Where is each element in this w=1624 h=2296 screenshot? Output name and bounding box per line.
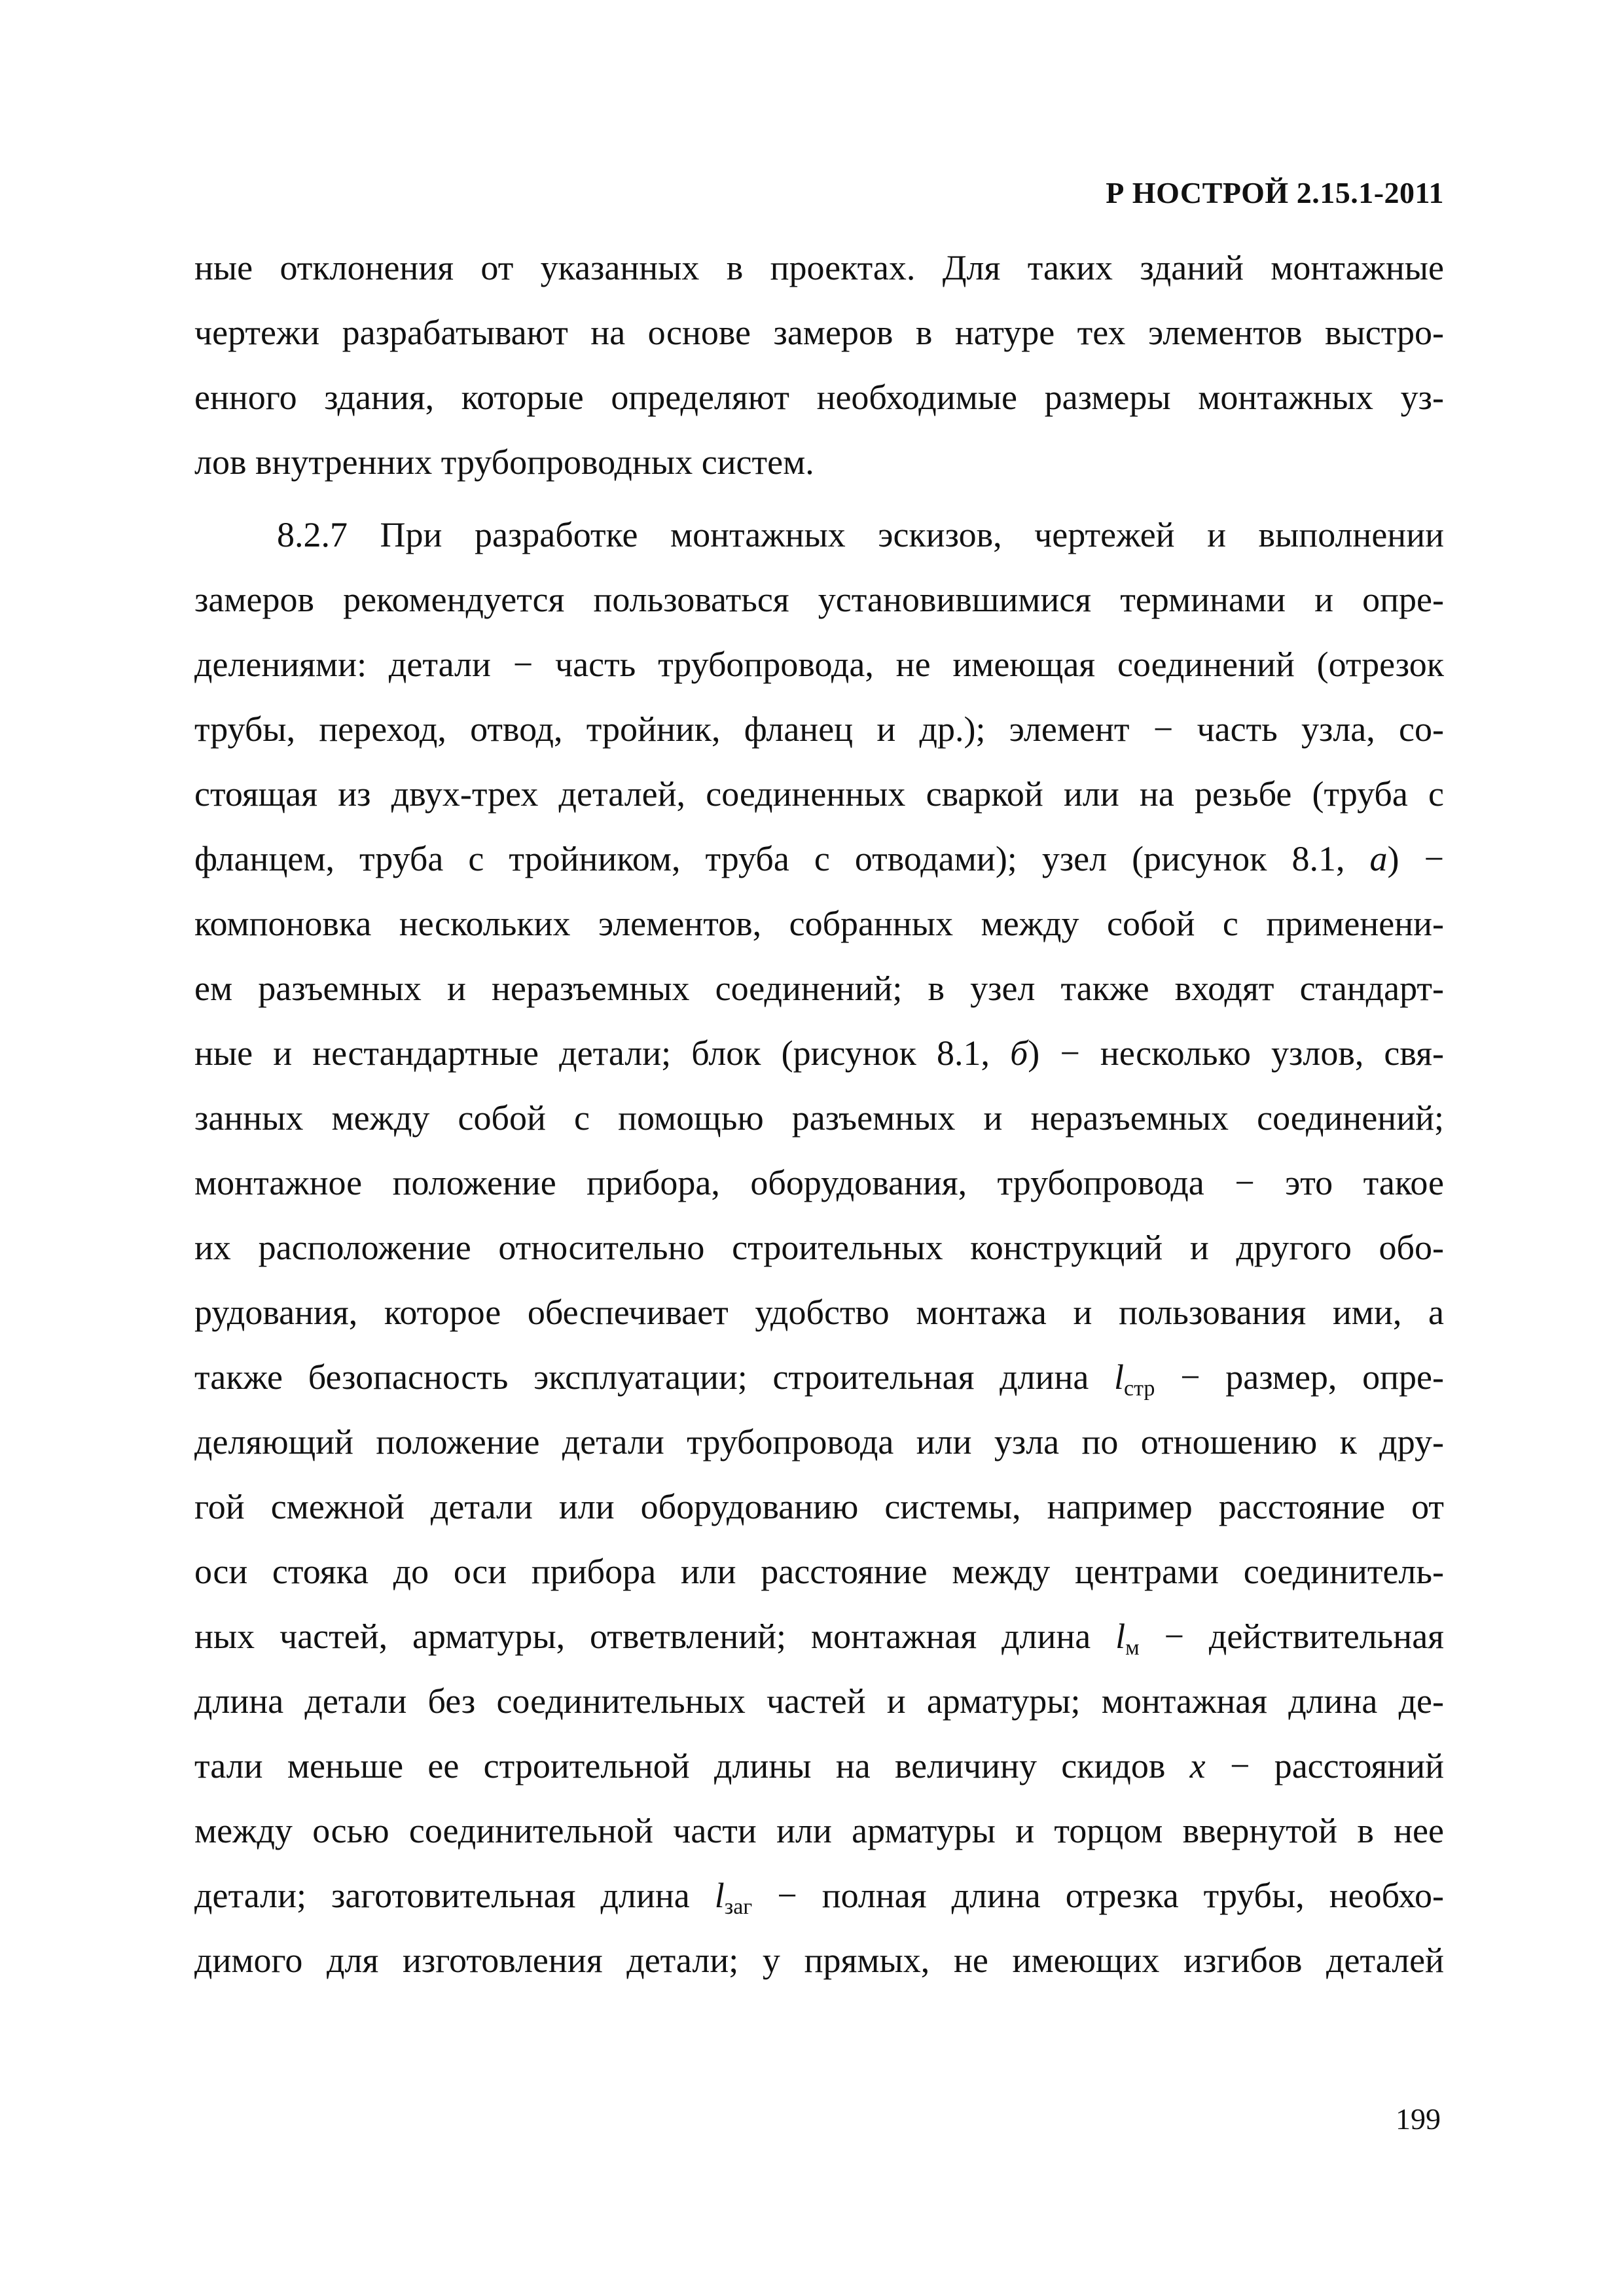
text-segment: также безопасность эксплуатации; строительная длина bbox=[194, 1357, 1115, 1397]
text-segment: − расстояний bbox=[1205, 1746, 1444, 1785]
text-line: оси стояка до оси прибора или расстояние между центрами соединитель- bbox=[194, 1552, 1444, 1591]
subscript-str: стр bbox=[1124, 1376, 1155, 1401]
text-line: компоновка нескольких элементов, собранных между собой с применени- bbox=[194, 904, 1444, 943]
text-line: стоящая из двух-трех деталей, соединенных сваркой или на резьбе (труба с bbox=[194, 774, 1444, 814]
body-text bbox=[194, 236, 1444, 1993]
text-line: рудования, которое обеспечивает удобство монтажа и пользования ими, а bbox=[194, 1293, 1444, 1332]
text-line: делениями: детали − часть трубопровода, не имеющая соединений (отрезок bbox=[194, 645, 1444, 684]
italic-symbol-l: l bbox=[714, 1876, 725, 1915]
text-line bbox=[194, 1345, 1444, 1410]
text-line: димого для изготовления детали; у прямых, не имеющих изгибов деталей bbox=[194, 1941, 1444, 1980]
text-line: деляющий положение детали трубопровода или узла по отношению к дру- bbox=[194, 1422, 1444, 1462]
subscript-m: м bbox=[1125, 1636, 1140, 1660]
text-line bbox=[194, 1604, 1444, 1669]
text-line: чертежи разрабатывают на основе замеров в натуре тех элементов выстро- bbox=[194, 313, 1444, 352]
text-segment: − действительная bbox=[1139, 1617, 1444, 1656]
text-segment: ) − bbox=[1387, 839, 1444, 878]
text-segment: фланцем, труба с тройником, труба с отводами); узел (рисунок 8.1, bbox=[194, 839, 1370, 878]
text-line bbox=[194, 1863, 1444, 1928]
text-segment: − полная длина отрезка трубы, необхо- bbox=[752, 1876, 1444, 1915]
italic-figure-ref-a: а bbox=[1369, 839, 1388, 878]
text-line: енного здания, которые определяют необходимые размеры монтажных уз- bbox=[194, 378, 1444, 417]
text-line: ем разъемных и неразъемных соединений; в узел также входят стандарт- bbox=[194, 969, 1444, 1008]
text-segment: детали; заготовительная длина bbox=[194, 1876, 715, 1915]
paragraph-1 bbox=[194, 236, 1444, 495]
italic-figure-ref-b: б bbox=[1010, 1033, 1028, 1073]
italic-symbol-l: l bbox=[1114, 1357, 1125, 1397]
text-segment: − размер, опре- bbox=[1155, 1357, 1444, 1397]
text-segment: ) − несколько узлов, свя- bbox=[1028, 1033, 1444, 1073]
subscript-zag: заг bbox=[724, 1895, 753, 1919]
italic-symbol-x: x bbox=[1189, 1746, 1206, 1785]
text-line bbox=[194, 1734, 1444, 1799]
text-line: трубы, переход, отвод, тройник, фланец и др.); элемент − часть узла, со- bbox=[194, 709, 1444, 749]
text-segment: ных частей, арматуры, ответвлений; монтажная длина bbox=[194, 1617, 1116, 1656]
text-line: монтажное положение прибора, оборудования, трубопровода − это такое bbox=[194, 1163, 1444, 1202]
text-line bbox=[194, 1021, 1444, 1086]
italic-symbol-l: l bbox=[1115, 1617, 1126, 1656]
paragraph-8-2-7 bbox=[194, 503, 1444, 1993]
text-line: их расположение относительно строительных конструкций и другого обо- bbox=[194, 1228, 1444, 1267]
text-line: замеров рекомендуется пользоваться установившимися терминами и опре- bbox=[194, 580, 1444, 619]
text-segment: ные и нестандартные детали; блок (рисунок 8.1, bbox=[194, 1033, 1011, 1073]
text-line: между осью соединительной части или арматуры и торцом ввернутой в нее bbox=[194, 1811, 1444, 1850]
text-segment: тали меньше ее строительной длины на величину скидов bbox=[194, 1746, 1190, 1785]
text-line: 8.2.7 При разработке монтажных эскизов, чертежей и выполнении bbox=[277, 515, 1444, 554]
text-line: длина детали без соединительных частей и арматуры; монтажная длина де- bbox=[194, 1681, 1444, 1721]
document-header: Р НОСТРОЙ 2.15.1-2011 bbox=[1106, 176, 1444, 209]
text-line: лов внутренних трубопроводных систем. bbox=[194, 442, 814, 482]
page-number: 199 bbox=[1396, 2102, 1441, 2136]
text-line: ные отклонения от указанных в проектах. Для таких зданий монтажные bbox=[194, 248, 1444, 287]
text-line: занных между собой с помощью разъемных и неразъемных соединений; bbox=[194, 1098, 1444, 1138]
text-line: гой смежной детали или оборудованию системы, например расстояние от bbox=[194, 1487, 1444, 1526]
text-line bbox=[194, 827, 1444, 891]
